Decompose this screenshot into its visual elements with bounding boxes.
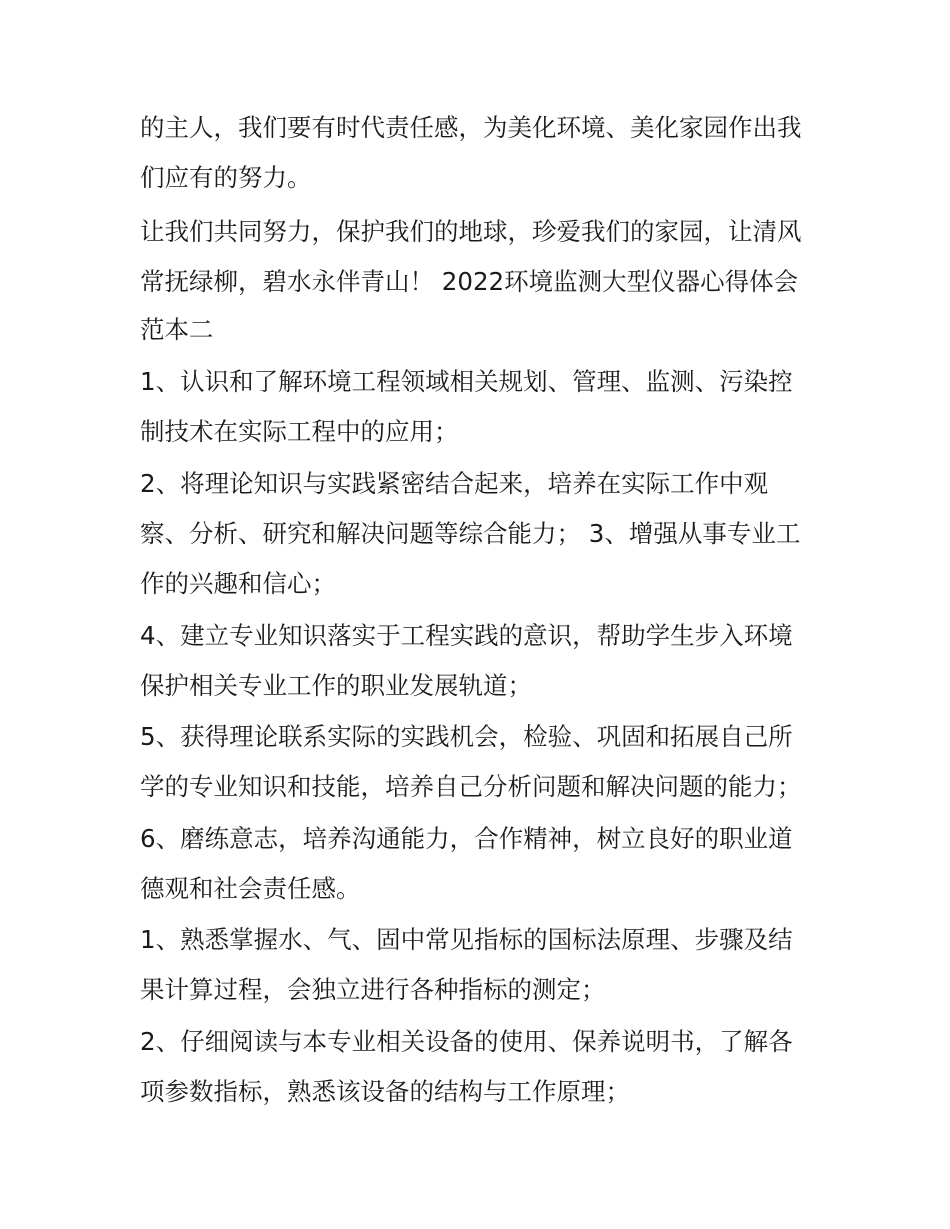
text-line: 范本二 bbox=[140, 315, 214, 344]
text-line: 察、分析、研究和解决问题等综合能力； 3、增强从事专业工 bbox=[140, 519, 801, 548]
text-line: 常抚绿柳，碧水永伴青山！ 2022环境监测大型仪器心得体会 bbox=[140, 267, 799, 296]
text-line: 作的兴趣和信心； bbox=[140, 569, 336, 598]
text-line: 2、仔细阅读与本专业相关设备的使用、保养说明书，了解各 bbox=[140, 1027, 793, 1056]
text-line: 1、熟悉掌握水、气、固中常见指标的国标法原理、步骤及结 bbox=[140, 925, 793, 954]
text-line: 1、认识和了解环境工程领域相关规划、管理、监测、污染控 bbox=[140, 367, 793, 396]
text-line: 6、磨练意志，培养沟通能力，合作精神，树立良好的职业道 bbox=[140, 824, 793, 853]
text-line: 5、获得理论联系实际的实践机会，检验、巩固和拓展自己所 bbox=[140, 722, 793, 751]
text-line: 德观和社会责任感。 bbox=[140, 874, 361, 903]
text-line: 保护相关专业工作的职业发展轨道； bbox=[140, 671, 532, 700]
text-line: 让我们共同努力，保护我们的地球，珍爱我们的家园，让清风 bbox=[140, 217, 802, 246]
text-line: 制技术在实际工程中的应用； bbox=[140, 417, 459, 446]
text-line: 学的专业知识和技能，培养自己分析问题和解决问题的能力； bbox=[140, 772, 802, 801]
text-line: 4、建立专业知识落实于工程实践的意识，帮助学生步入环境 bbox=[140, 621, 793, 650]
text-line: 果计算过程，会独立进行各种指标的测定； bbox=[140, 975, 606, 1004]
text-line: 们应有的努力。 bbox=[140, 163, 312, 192]
text-line: 项参数指标，熟悉该设备的结构与工作原理； bbox=[140, 1077, 630, 1106]
text-line: 的主人，我们要有时代责任感，为美化环境、美化家园作出我 bbox=[140, 113, 802, 142]
text-line: 2、将理论知识与实践紧密结合起来，培养在实际工作中观 bbox=[140, 469, 769, 498]
